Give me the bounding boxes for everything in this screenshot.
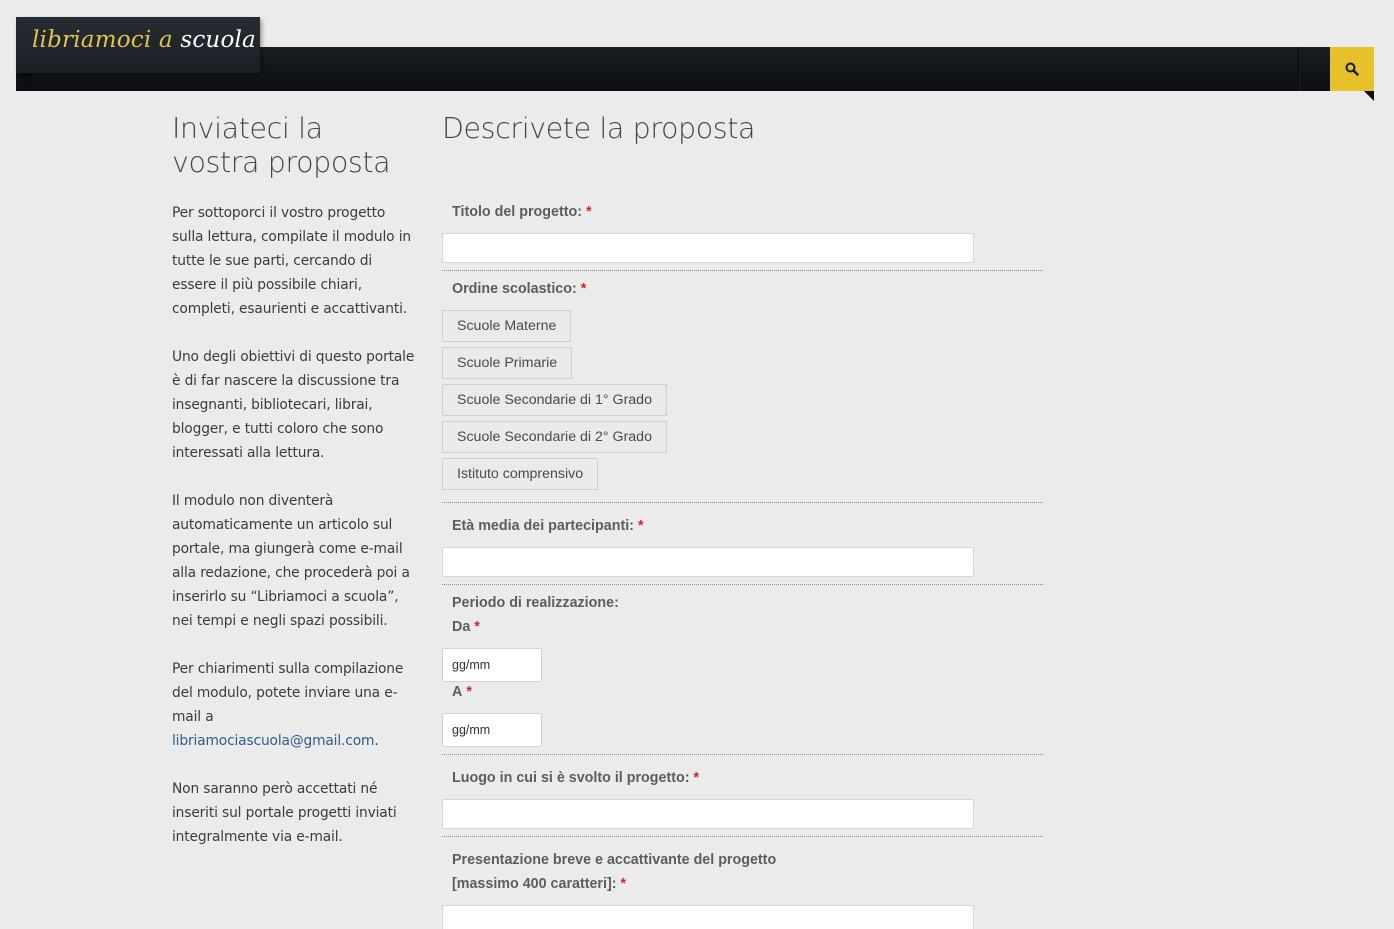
eta-input[interactable] (442, 547, 974, 577)
required-mark: * (693, 770, 700, 786)
contact-text: Per chiarimenti sulla compilazione del modulo, potete inviare una e-mail a (172, 661, 404, 725)
required-mark: * (620, 876, 627, 892)
eta-label-text: Età media dei partecipanti: (452, 518, 634, 534)
presentazione-label-text: [massimo 400 caratteri]: (452, 876, 617, 892)
required-mark: * (637, 518, 644, 534)
option-istituto-comprensivo[interactable]: Istituto comprensivo (442, 458, 598, 490)
section-divider (442, 754, 1043, 755)
contact-email-link[interactable]: libriamociascuola@gmail.com (172, 733, 375, 749)
luogo-input[interactable] (442, 799, 974, 829)
navbar-separator (1298, 47, 1300, 91)
search-fold-corner (1364, 91, 1374, 101)
luogo-label-text: Luogo in cui si è svolto il progetto: (452, 770, 690, 786)
intro-paragraph: Per sottoporci il vostro progetto sulla lettura, compilate il modulo in tutte le sue parti, cercando di essere il più possibile chiari, completi, esaurienti e accattivanti. (172, 205, 411, 317)
required-mark: * (580, 281, 587, 297)
logo-text-secondary: scuola (180, 27, 256, 53)
option-secondarie-1-grado[interactable]: Scuole Secondarie di 1° Grado (442, 384, 667, 416)
titolo-label-text: Titolo del progetto: (452, 204, 582, 220)
ordine-label-text: Ordine scolastico: (452, 281, 577, 297)
goal-paragraph: Uno degli obiettivi di questo portale è di far nascere la discussione tra insegnanti, bibliotecari, librai, blogger, e tutti coloro che sono interessati alla lettura. (172, 349, 415, 461)
ordine-label (442, 281, 586, 297)
process-paragraph: Il modulo non diventerà automaticamente un articolo sul portale, ma giungerà come e-mail alla redazione, che procederà poi a inserirlo su “Libriamoci a scuola”, nei tempi e negli spazi possibili. (172, 493, 410, 629)
option-scuole-materne[interactable]: Scuole Materne (442, 310, 571, 342)
site-logo[interactable] (16, 17, 260, 73)
proposal-form (442, 112, 1043, 892)
section-divider (442, 270, 1043, 271)
titolo-input[interactable] (442, 233, 974, 263)
search-button[interactable] (1330, 47, 1374, 91)
presentazione-textarea[interactable] (442, 905, 974, 929)
da-date-input[interactable]: gg/mm (442, 648, 542, 682)
required-mark: * (585, 204, 592, 220)
contact-paragraph (172, 657, 417, 753)
section-divider (442, 502, 1043, 503)
navbar-fold-corner (16, 72, 32, 91)
titolo-label (442, 204, 592, 220)
section-divider (442, 836, 1043, 837)
option-scuole-primarie[interactable]: Scuole Primarie (442, 347, 572, 379)
presentazione-label-line1: Presentazione breve e accattivante del progetto (452, 852, 777, 868)
required-mark: * (474, 619, 480, 635)
a-label (442, 684, 472, 700)
required-mark: * (466, 684, 472, 700)
option-secondarie-2-grado[interactable]: Scuole Secondarie di 2° Grado (442, 421, 667, 453)
sidebar-title: Inviateci la vostra proposta (172, 112, 391, 179)
form-title: Descrivete la proposta (442, 112, 756, 145)
da-label-text: Da (452, 619, 471, 635)
sidebar-intro (172, 112, 417, 849)
periodo-label: Periodo di realizzazione: (452, 595, 619, 611)
note-paragraph: Non saranno però accettati né inseriti sul portale progetti inviati integralmente via e-mail. (172, 781, 397, 845)
contact-end: . (374, 733, 379, 749)
a-label-text: A (452, 684, 463, 700)
logo-text-primary: libriamoci a (32, 27, 173, 53)
luogo-label (442, 770, 699, 786)
presentazione-label-line2 (442, 876, 626, 892)
search-icon (1345, 62, 1359, 76)
a-date-input[interactable]: gg/mm (442, 713, 542, 747)
eta-label (442, 518, 644, 534)
da-label (442, 619, 480, 635)
section-divider (442, 584, 1043, 585)
